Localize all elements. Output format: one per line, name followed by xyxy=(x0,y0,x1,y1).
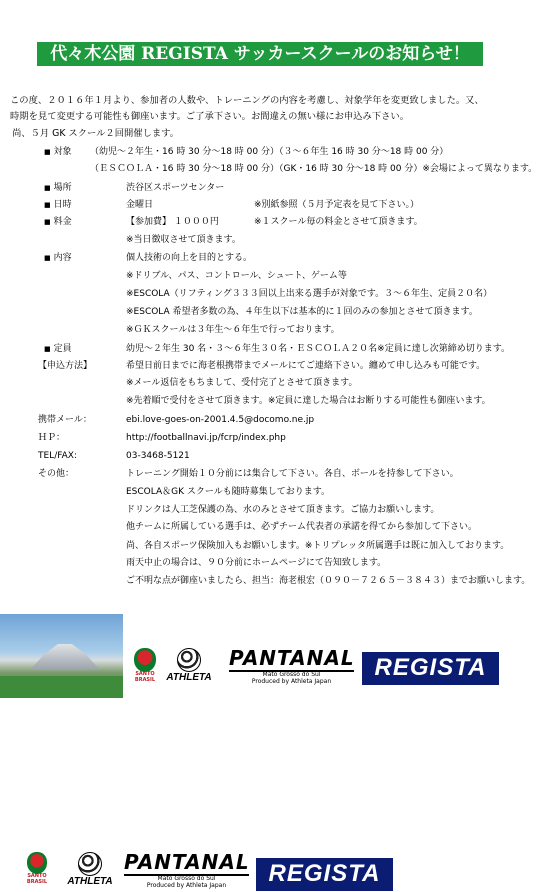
intro-line: 時期を見て変更する可能性も御座います。ご了承下さい。お間違えの無い様にお申込み下さい。 xyxy=(10,111,410,122)
detail-row xyxy=(0,183,550,200)
detail-value: 個人技術の向上を目的とする。 xyxy=(126,253,253,263)
soccer-ball-icon xyxy=(78,852,102,876)
detail-value: （ＥＳＣＯＬＡ・16 時 30 分～18 時 00 分）（GK・16 時 30 分～18 時 00 分）※会場によって異なります。 xyxy=(90,164,538,174)
regista-logo-bottom: REGISTA xyxy=(256,858,393,891)
detail-value: ※ESCOLA 希望者多数の為、４年生以下は基本的に１回のみの参加とさせて頂きます。 xyxy=(126,307,478,317)
detail-row xyxy=(0,361,550,378)
stadium-roof-shape xyxy=(30,644,100,670)
detail-row xyxy=(0,271,550,288)
detail-value: 雨天中止の場合は、９０分前にホームページにて告知致します。 xyxy=(126,558,387,568)
detail-value: 他チームに所属している選手は、必ずチーム代表者の承諾を得てから参加して下さい。 xyxy=(126,522,478,532)
detail-row xyxy=(0,522,550,539)
detail-row xyxy=(0,147,550,164)
stadium-photo xyxy=(0,614,123,698)
detail-value: 希望日前日までに海老根携帯までメールにてご連絡下さい。纏めて申し込みも可能です。 xyxy=(126,361,486,371)
detail-row xyxy=(0,415,550,432)
athleta-logo: ATHLETA xyxy=(164,648,214,684)
pantanal-logo: PANTANAL Mato Grosso do Sul Produced by Athleta Japan xyxy=(229,646,355,685)
square-bullet-icon: ■ xyxy=(44,345,51,353)
detail-value: ※ESCOLA（リフティング３３３回以上出来る選手が対象です。３～６年生、定員２０名） xyxy=(126,289,493,299)
santo-brasil-logo: SANTO BRASIL xyxy=(130,648,160,683)
square-bullet-icon: ■ xyxy=(44,218,51,226)
detail-row xyxy=(0,396,550,413)
detail-row xyxy=(0,451,550,468)
intro-line: 尚、５月 GK スクール２回開催します。 xyxy=(12,128,180,139)
detail-row xyxy=(0,558,550,575)
detail-value: 【参加費】 １０００円 xyxy=(126,217,219,227)
detail-row xyxy=(0,200,550,217)
detail-label: ■ 料金 xyxy=(44,217,72,227)
soccer-ball-icon xyxy=(177,648,201,672)
santo-brasil-mark-icon xyxy=(134,648,156,672)
notice-banner-title: 代々木公園 REGISTA サッカースクールのお知らせ！ xyxy=(37,42,483,66)
santo-brasil-mark-icon xyxy=(27,852,47,874)
detail-row xyxy=(0,344,550,361)
detail-value: 03-3468-5121 xyxy=(126,451,190,461)
athleta-logo-bottom: ATHLETA xyxy=(64,852,116,888)
detail-row xyxy=(0,433,550,450)
detail-value: ドリンクは人工芝保護の為、水のみとさせて頂きます。ご協力お願いします。 xyxy=(126,505,440,515)
detail-row xyxy=(0,378,550,395)
regista-logo: REGISTA xyxy=(362,652,499,685)
detail-value: ※先着順で受付をさせて頂きます。※定員に達した場合はお断りする可能性も御座います。 xyxy=(126,396,491,406)
detail-label: ■ 日時 xyxy=(44,200,72,210)
detail-value: ※当日徴収させて頂きます。 xyxy=(126,235,241,245)
detail-value: http://footballnavi.jp/fcrp/index.php xyxy=(126,433,286,443)
detail-note: ※１スクール毎の料金とさせて頂きます。 xyxy=(254,217,423,227)
detail-row xyxy=(0,235,550,252)
detail-row xyxy=(0,289,550,306)
square-bullet-icon: ■ xyxy=(44,201,51,209)
detail-row xyxy=(0,164,550,181)
intro-line: この度、２０１６年１月より、参加者の人数や、トレーニングの内容を考慮し、対象学年を変更致しました。又、 xyxy=(10,95,484,106)
detail-label: ■ 対象 xyxy=(44,147,72,157)
santo-brasil-logo-bottom: SANTO BRASIL xyxy=(22,852,52,885)
detail-value: ご不明な点が御座いましたら、担当：海老根宏（０９０－７２６５－３８４３）までお願いします。 xyxy=(126,576,531,586)
detail-value: ※メール返信をもちまして、受付完了とさせて頂きます。 xyxy=(126,378,358,388)
detail-row xyxy=(0,325,550,342)
detail-value: 幼児～２年生 30 名・３～６年生３０名・ＥＳＣＯＬＡ２０名※定員に達し次第締め切ります。 xyxy=(126,344,510,354)
square-bullet-icon: ■ xyxy=(44,184,51,192)
detail-value: 金曜日 xyxy=(126,200,154,210)
detail-label: ■ 定員 xyxy=(44,344,72,354)
detail-row xyxy=(0,307,550,324)
pitch-shape xyxy=(0,676,123,698)
detail-row xyxy=(0,541,550,558)
detail-value: ESCOLA＆GK スクールも随時募集しております。 xyxy=(126,487,330,497)
detail-value: 渋谷区スポーツセンター xyxy=(126,183,225,193)
detail-label: 【申込方法】 xyxy=(38,361,93,371)
detail-label: TEL/FAX: xyxy=(38,451,77,461)
detail-label: ■ 場所 xyxy=(44,183,72,193)
detail-value: トレーニング開始１０分前には集合して下さい。各自、ボールを持参して下さい。 xyxy=(126,469,459,479)
square-bullet-icon: ■ xyxy=(44,254,51,262)
detail-row xyxy=(0,487,550,504)
detail-row xyxy=(0,469,550,486)
square-bullet-icon: ■ xyxy=(44,148,51,156)
pantanal-logo-bottom: PANTANAL Mato Grosso do Sul Produced by Athleta Japan xyxy=(124,850,250,889)
detail-note: ※別紙参照（５月予定表を見て下さい。） xyxy=(254,200,420,210)
detail-label: 携帯メール： xyxy=(38,415,92,425)
detail-label: ＨＰ： xyxy=(38,433,66,443)
detail-row xyxy=(0,217,550,234)
detail-value: （幼児～２年生・16 時 30 分～18 時 00 分）（３～６年生 16 時 30 分～18 時 00 分） xyxy=(90,147,449,157)
detail-label: ■ 内容 xyxy=(44,253,72,263)
detail-row xyxy=(0,576,550,593)
detail-row xyxy=(0,253,550,270)
detail-label: その他： xyxy=(38,469,75,479)
detail-row xyxy=(0,505,550,522)
detail-value: ebi.love-goes-on-2001.4.5@docomo.ne.jp xyxy=(126,415,315,425)
detail-value: ※ドリブル、パス、コントロール、シュート、ゲーム等 xyxy=(126,271,347,281)
detail-value: ※ＧＫスクールは３年生～６年生で行っております。 xyxy=(126,325,340,335)
detail-value: 尚、各自スポーツ保険加入もお願いします。※トリプレッタ所属選手は既に加入しております。 xyxy=(126,541,510,551)
